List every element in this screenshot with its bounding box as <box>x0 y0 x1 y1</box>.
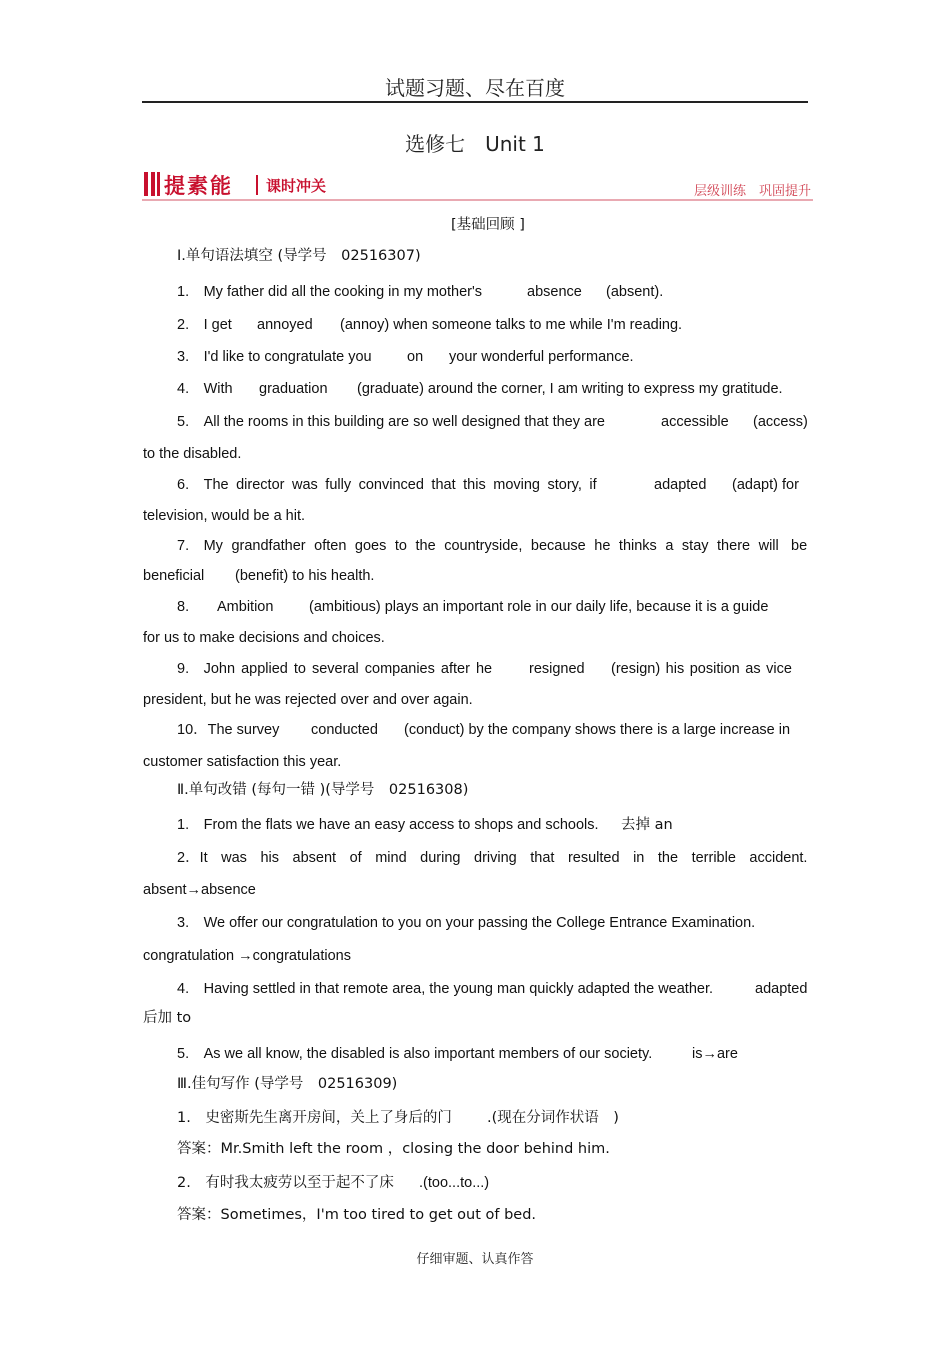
footer-text: 仔细审题、认真作答 <box>416 1252 534 1267</box>
answer-text: graduation <box>259 381 328 397</box>
hint-text: (ambitious) plays an important role in our daily life, because it is a guide <box>309 599 769 615</box>
answer-text: 答案：Mr.Smith left the room ，closing the door behind him. <box>177 1141 610 1157</box>
banner-bar-icon <box>157 172 160 196</box>
hint-text: (graduate) around the corner, I am writing to express my gratitude. <box>357 381 783 397</box>
document-title: 选修七 Unit 1 <box>405 132 545 156</box>
question-text: 2．It was his absent of mind during driving that resulted in the terrible accident. <box>177 850 808 866</box>
question-text: 1. My father did all the cooking in my mother's <box>177 284 482 300</box>
answer-text: on <box>407 349 424 365</box>
answer-text: annoyed <box>257 317 313 333</box>
question-continuation: television, would be a hit. <box>143 508 306 524</box>
question-text: 6. The director was fully convinced that this moving story, if <box>177 477 597 493</box>
answer-text: 后加 to <box>143 1010 192 1026</box>
hint-text: (absent). <box>606 284 664 300</box>
question-text: be <box>791 538 808 554</box>
question-text: 1. From the flats we have an easy access to shops and schools. <box>177 817 599 833</box>
answer-text: conducted <box>311 722 378 738</box>
question-continuation: customer satisfaction this year. <box>143 754 342 770</box>
hint-text: (access) <box>753 414 808 430</box>
question-text: 2. I get <box>177 317 232 333</box>
question-text: 10．The survey <box>177 722 280 738</box>
question-continuation: president, but he was rejected over and over again. <box>143 692 473 708</box>
hint-text: (adapt) for <box>732 477 799 493</box>
answer-text: beneficial <box>143 568 205 584</box>
banner-main-label: 提素能 <box>164 174 233 198</box>
question-text: 5. As we all know, the disabled is also important members of our society. <box>177 1046 653 1062</box>
question-continuation: to the disabled. <box>143 446 242 462</box>
answer-text: absence <box>527 284 582 300</box>
answer-text: congratulation →congratulations <box>143 948 351 964</box>
header-rule <box>142 101 808 103</box>
question-text: 7. My grandfather often goes to the countryside, because he thinks a stay there will <box>177 538 779 554</box>
section-label: [基础回顾 ] <box>451 217 525 233</box>
hint-text: (benefit) to his health. <box>235 568 375 584</box>
answer-text: resigned <box>529 661 585 677</box>
question-text: 5. All the rooms in this building are so well designed that they are <box>177 414 605 430</box>
question-text: 9. John applied to several companies after he <box>177 661 493 677</box>
answer-text: Ambition <box>217 599 274 615</box>
question-text: 2. 有时我太疲劳以至于起不了床 <box>177 1175 394 1191</box>
question-text: 3. I'd like to congratulate you <box>177 349 372 365</box>
banner-sub-label: 课时冲关 <box>266 177 327 195</box>
answer-text: adapted <box>755 981 808 997</box>
banner-separator <box>256 175 258 195</box>
banner-bar-icon <box>151 172 155 196</box>
hint-text: your wonderful performance. <box>449 349 634 365</box>
banner-underline <box>142 199 813 201</box>
hint-text: (resign) his position as vice <box>611 661 792 677</box>
hint-text: .(too...to...) <box>419 1175 490 1191</box>
part2-heading: Ⅱ.单句改错 (每句一错 )(导学号 02516308) <box>177 782 469 798</box>
answer-text: 去掉 an <box>621 817 673 833</box>
banner-right-label: 层级训练 巩固提升 <box>693 184 811 199</box>
hint-text: (conduct) by the company shows there is a large increase in <box>404 722 791 738</box>
section-banner <box>142 170 813 202</box>
answer-text: accessible <box>661 414 729 430</box>
answer-text: is→are <box>692 1046 738 1062</box>
question-text: 1. 史密斯先生离开房间，关上了身后的门 <box>177 1110 452 1126</box>
answer-text: 答案：Sometimes，I'm too tired to get out of bed. <box>177 1207 537 1223</box>
question-text: 8. <box>177 599 190 615</box>
hint-text: (annoy) when someone talks to me while I'm reading. <box>340 317 683 333</box>
question-text: 3. We offer our congratulation to you on your passing the College Entrance Examination. <box>177 915 756 931</box>
question-text: 4. With <box>177 381 233 397</box>
part3-heading: Ⅲ.佳句写作 (导学号 02516309) <box>177 1076 398 1092</box>
banner-bar-icon <box>144 172 148 196</box>
question-text: 4. Having settled in that remote area, the young man quickly adapted the weather. <box>177 981 714 997</box>
hint-text: .(现在分词作状语 ) <box>487 1110 619 1126</box>
part1-heading: Ⅰ.单句语法填空 (导学号 02516307) <box>177 248 421 264</box>
answer-text: adapted <box>654 477 707 493</box>
header-title: 试题习题、尽在百度 <box>385 76 565 100</box>
question-continuation: for us to make decisions and choices. <box>143 630 385 646</box>
answer-text: absent→absence <box>143 882 256 898</box>
